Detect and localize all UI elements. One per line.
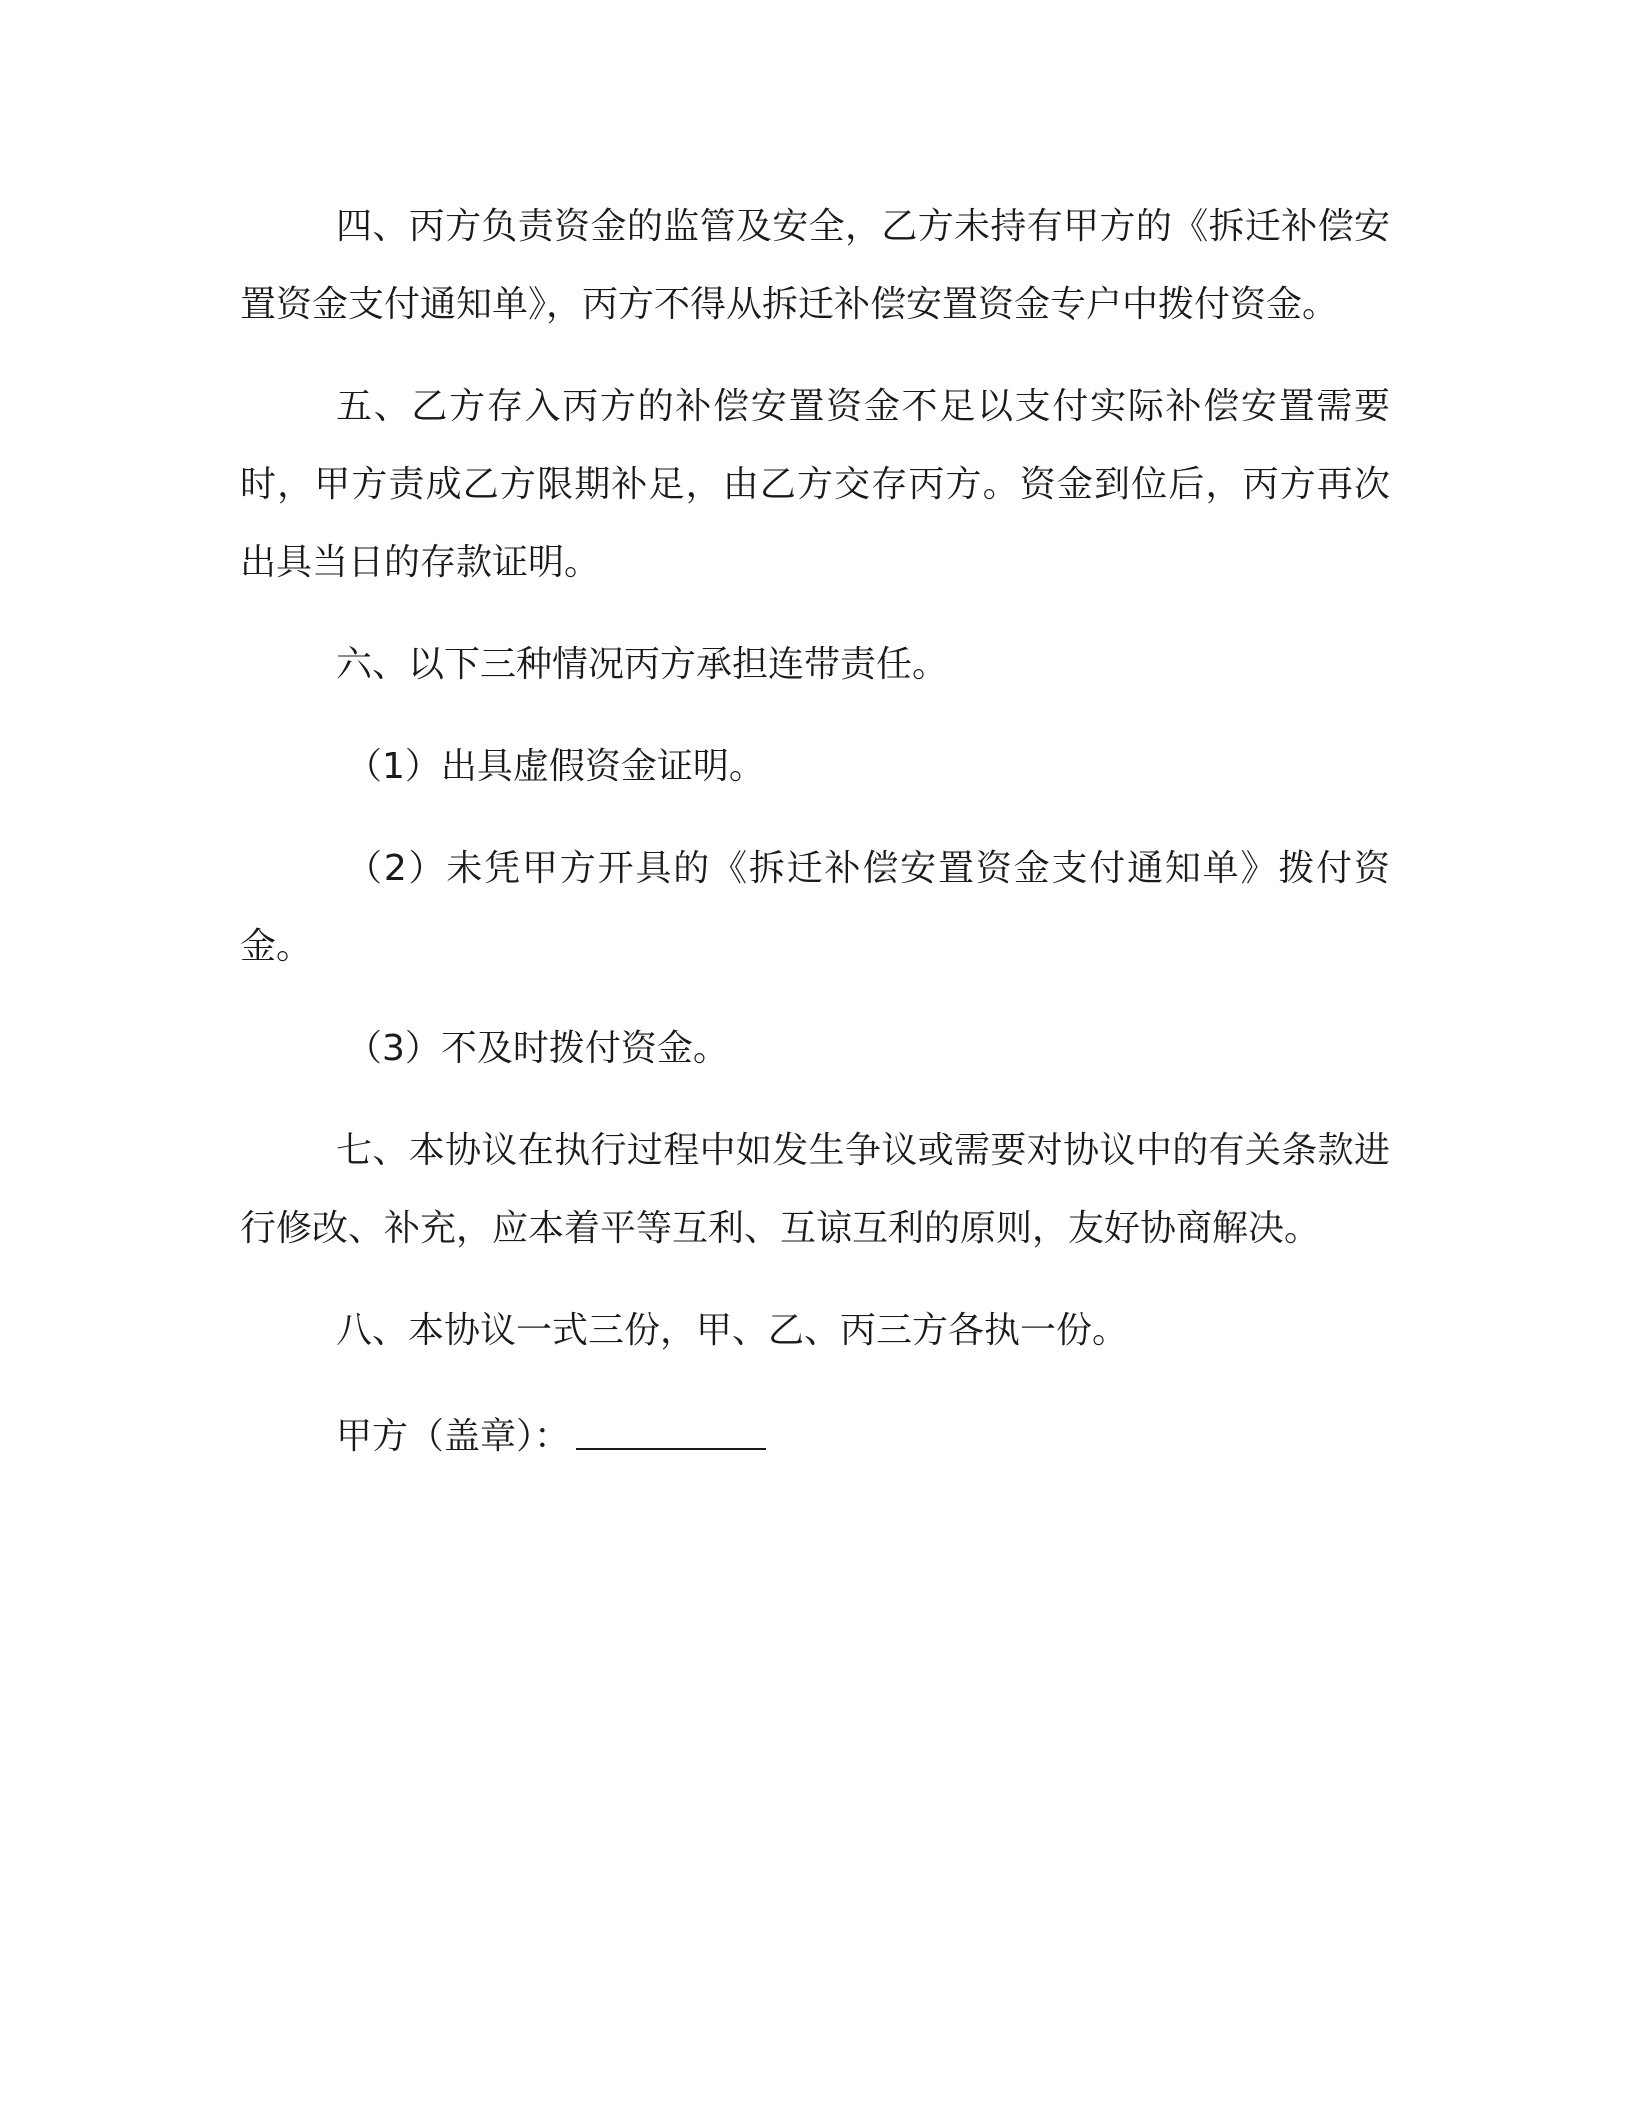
signature-blank-line [576,1414,766,1450]
clause-6-item-3: （3）不及时拨付资金。 [346,1028,729,1069]
document-body [240,188,1390,1476]
clause-6-item-2: （2）未凭甲方开具的《拆迁补偿安置资金支付通知单》拨付资金。 [240,848,1390,967]
clause-6-item-1: （1）出具虚假资金证明。 [346,746,765,787]
party-a-signature-label: 甲方（盖章）： [336,1416,571,1457]
clause-8: 八、本协议一式三份，甲、乙、丙三方各执一份。 [336,1310,1129,1351]
party-a-signature [240,1398,1390,1476]
clause-4: 四、丙方负责资金的监管及安全，乙方未持有甲方的《拆迁补偿安置资金支付通知单》，丙方不得从拆迁补偿安置资金专户中拨付资金。 [240,206,1390,325]
clause-7: 七、本协议在执行过程中如发生争议或需要对协议中的有关条款进行修改、补充，应本着平等互利、互谅互利的原则，友好协商解决。 [240,1130,1390,1249]
clause-5: 五、乙方存入丙方的补偿安置资金不足以支付实际补偿安置需要时，甲方责成乙方限期补足，由乙方交存丙方。资金到位后，丙方再次出具当日的存款证明。 [240,386,1390,583]
clause-6: 六、以下三种情况丙方承担连带责任。 [336,644,949,685]
